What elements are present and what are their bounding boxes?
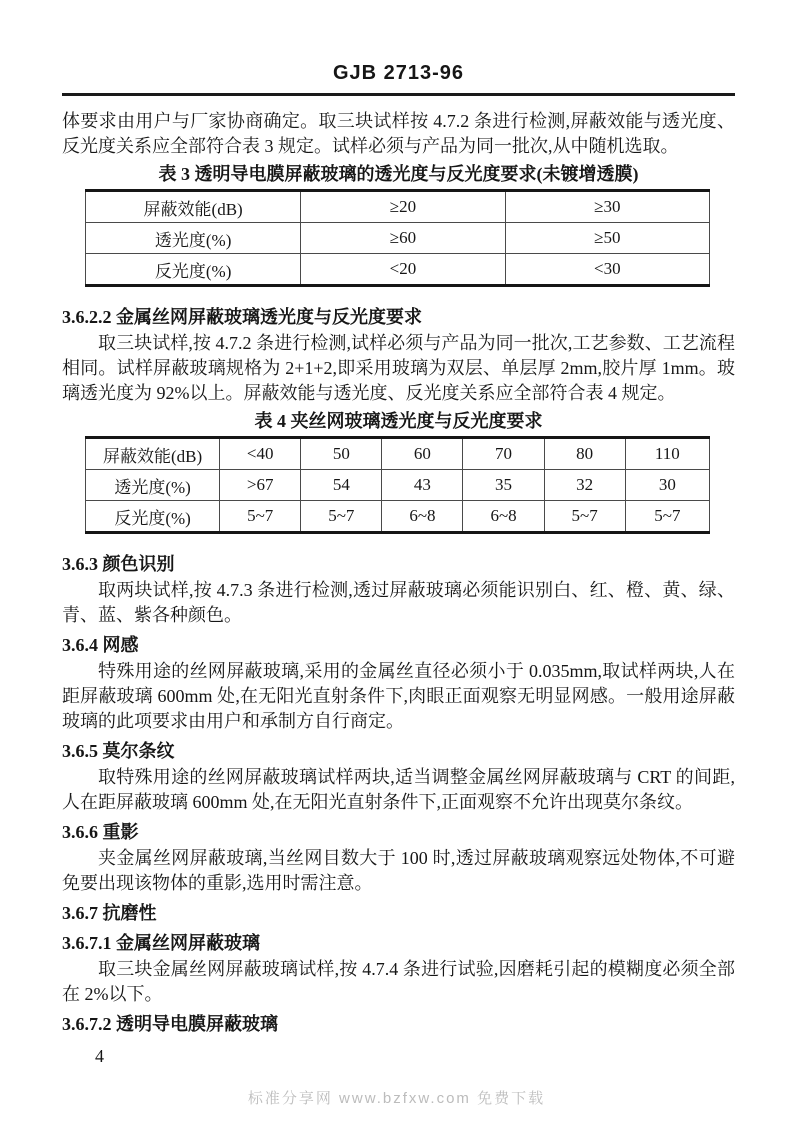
value-cell: 5~7: [220, 501, 301, 533]
section-3-6-7: 3.6.7 抗磨性: [62, 903, 157, 923]
value-cell: 50: [301, 438, 382, 470]
value-cell: 70: [463, 438, 544, 470]
value-cell: 54: [301, 470, 382, 501]
value-cell: <30: [505, 254, 709, 286]
table4-wire-mesh-glass: [85, 436, 710, 534]
value-cell: 35: [463, 470, 544, 501]
paragraph: 夹金属丝网屏蔽玻璃,当丝网目数大于 100 时,透过屏蔽玻璃观察远处物体,不可避免要出现该物体的重影,选用时需注意。: [62, 848, 735, 893]
value-cell: <20: [301, 254, 505, 286]
section-3-6-2-2: 3.6.2.2 金属丝网屏蔽玻璃透光度与反光度要求: [62, 307, 422, 327]
value-cell: 6~8: [463, 501, 544, 533]
watermark-text: 标准分享网 www.bzfxw.com 免费下载: [247, 1090, 546, 1107]
table-row: [86, 223, 710, 254]
value-cell: 110: [625, 438, 709, 470]
value-cell: 60: [382, 438, 463, 470]
section-3-6-5: 3.6.5 莫尔条纹: [62, 741, 175, 761]
table-row: [86, 470, 710, 501]
paragraph: 取两块试样,按 4.7.3 条进行检测,透过屏蔽玻璃必须能识别白、红、橙、黄、绿、青、蓝、紫各种颜色。: [62, 580, 735, 625]
paragraph: 取三块试样,按 4.7.2 条进行检测,试样必须与产品为同一批次,工艺参数、工艺流程相同。试样屏蔽玻璃规格为 2+1+2,即采用玻璃为双层、单层厚 2mm,胶片厚 1mm。玻璃透光度为 92%以上。屏蔽效能与透光度、反光度关系应全部符合表 4 规定。: [62, 333, 735, 403]
section-3-6-7-2: 3.6.7.2 透明导电膜屏蔽玻璃: [62, 1014, 278, 1034]
value-cell: 6~8: [382, 501, 463, 533]
row-header-cell: 反光度(%): [86, 501, 220, 533]
row-header-cell: 透光度(%): [86, 470, 220, 501]
value-cell: 5~7: [625, 501, 709, 533]
value-cell: ≥30: [505, 191, 709, 223]
table-row: [86, 438, 710, 470]
document-body: [62, 109, 735, 1037]
value-cell: ≥50: [505, 223, 709, 254]
table-row: [86, 501, 710, 533]
section-3-6-6: 3.6.6 重影: [62, 822, 139, 842]
value-cell: 30: [625, 470, 709, 501]
paragraph: 体要求由用户与厂家协商确定。取三块试样按 4.7.2 条进行检测,屏蔽效能与透光度、反光度关系应全部符合表 3 规定。试样必须与产品为同一批次,从中随机选取。: [62, 111, 735, 156]
paragraph: 取特殊用途的丝网屏蔽玻璃试样两块,适当调整金属丝网屏蔽玻璃与 CRT 的间距,人在距屏蔽玻璃 600mm 处,在无阳光直射条件下,正面观察不允许出现莫尔条纹。: [62, 767, 735, 812]
row-header-cell: 屏蔽效能(dB): [86, 191, 301, 223]
table-row: [86, 191, 710, 223]
value-cell: 32: [544, 470, 625, 501]
value-cell: ≥20: [301, 191, 505, 223]
paragraph: 特殊用途的丝网屏蔽玻璃,采用的金属丝直径必须小于 0.035mm,取试样两块,人在距屏蔽玻璃 600mm 处,在无阳光直射条件下,肉眼正面观察无明显网感。一般用途屏蔽玻璃的此项要求由用户和承制方自行商定。: [62, 661, 735, 731]
row-header-cell: 反光度(%): [86, 254, 301, 286]
header-rule: [62, 93, 735, 96]
standard-number-header: GJB 2713-96: [332, 62, 465, 84]
table3-caption: 表 3 透明导电膜屏蔽玻璃的透光度与反光度要求(未镀增透膜): [158, 164, 639, 184]
table4-caption: 表 4 夹丝网玻璃透光度与反光度要求: [254, 411, 543, 431]
section-3-6-4: 3.6.4 网感: [62, 635, 139, 655]
value-cell: 5~7: [544, 501, 625, 533]
value-cell: 43: [382, 470, 463, 501]
value-cell: >67: [220, 470, 301, 501]
row-header-cell: 透光度(%): [86, 223, 301, 254]
value-cell: 5~7: [301, 501, 382, 533]
row-header-cell: 屏蔽效能(dB): [86, 438, 220, 470]
paragraph: 取三块金属丝网屏蔽玻璃试样,按 4.7.4 条进行试验,因磨耗引起的模糊度必须全部在 2%以下。: [62, 959, 735, 1004]
section-3-6-3: 3.6.3 颜色识别: [62, 554, 175, 574]
table3-shielding-vs-transmittance: [85, 189, 710, 287]
value-cell: ≥60: [301, 223, 505, 254]
value-cell: <40: [220, 438, 301, 470]
section-3-6-7-1: 3.6.7.1 金属丝网屏蔽玻璃: [62, 933, 260, 953]
page-number: 4: [95, 1046, 104, 1066]
value-cell: 80: [544, 438, 625, 470]
table-row: [86, 254, 710, 286]
